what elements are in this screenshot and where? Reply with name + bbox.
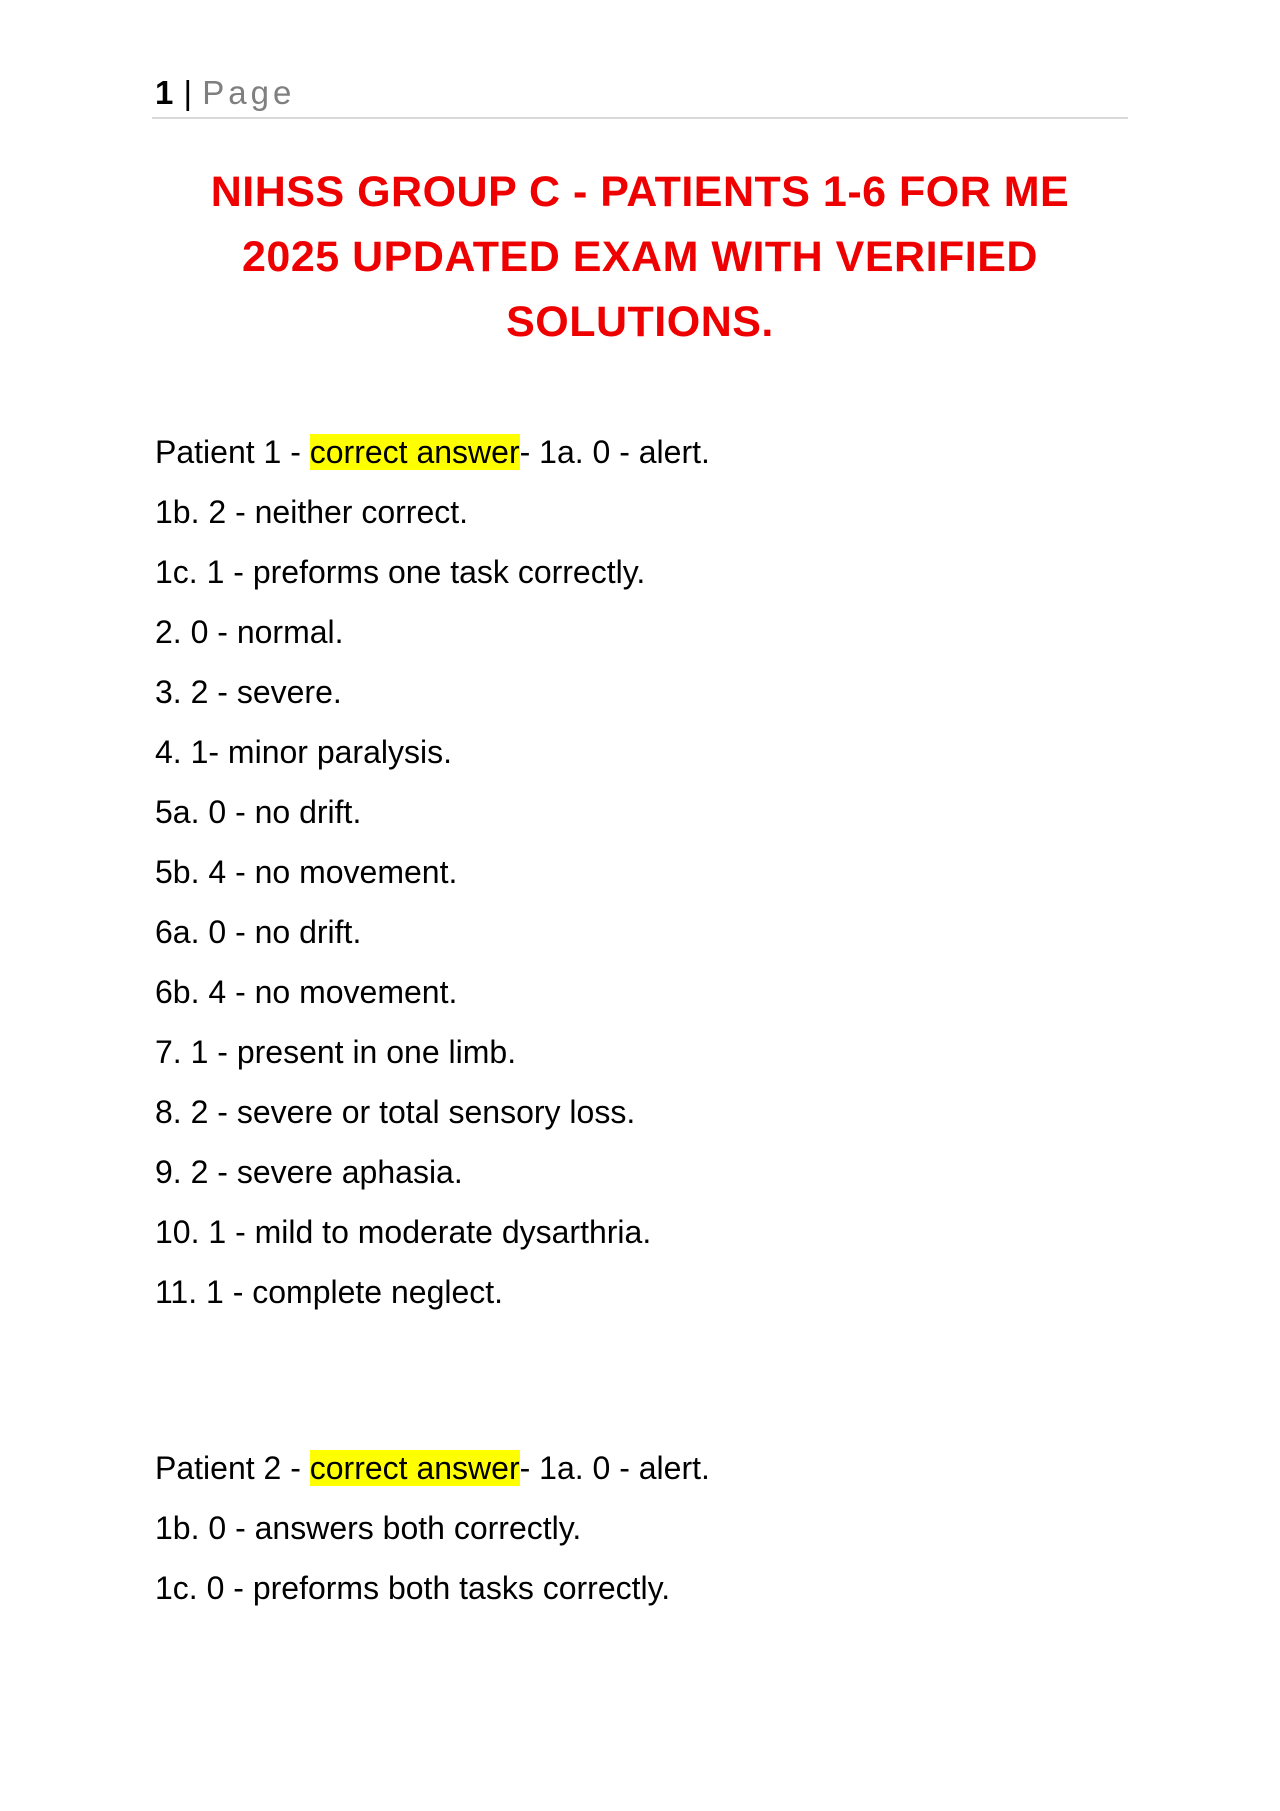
patient-1-section (155, 422, 1155, 1322)
header-rule (152, 117, 1128, 119)
answer-item: 1c. 1 - preforms one task correctly. (155, 554, 646, 590)
patient-label: Patient 2 - (155, 1450, 310, 1486)
answer-item: 4. 1- minor paralysis. (155, 734, 452, 770)
patient-heading (155, 1438, 1155, 1498)
answer-item: 11. 1 - complete neglect. (155, 1274, 504, 1310)
answer-item: 9. 2 - severe aphasia. (155, 1154, 463, 1190)
answer-item: 1b. 2 - neither correct. (155, 494, 469, 530)
title-line: 2025 UPDATED EXAM WITH VERIFIED (242, 233, 1038, 281)
answer-item: 1c. 0 - preforms both tasks correctly. (155, 1570, 671, 1606)
document-title (152, 160, 1128, 355)
page-number: 1 (155, 74, 174, 111)
answer-item: - 1a. 0 - alert. (519, 1450, 710, 1486)
answer-item: 5a. 0 - no drift. (155, 794, 362, 830)
answer-item: 10. 1 - mild to moderate dysarthria. (155, 1214, 652, 1250)
highlighted-answer-label: correct answer (309, 434, 520, 470)
header-separator: | (183, 74, 193, 111)
answer-item: 2. 0 - normal. (155, 614, 344, 650)
answer-item: 5b. 4 - no movement. (155, 854, 458, 890)
answer-item: 6b. 4 - no movement. (155, 974, 458, 1010)
patient-label: Patient 1 - (155, 434, 310, 470)
answer-item: 3. 2 - severe. (155, 674, 342, 710)
title-line: SOLUTIONS. (506, 298, 774, 346)
answer-item: 6a. 0 - no drift. (155, 914, 362, 950)
answer-item: 1b. 0 - answers both correctly. (155, 1510, 582, 1546)
page-label: Page (202, 74, 296, 111)
title-line: NIHSS GROUP C - PATIENTS 1-6 FOR ME (210, 168, 1070, 216)
answer-item: 7. 1 - present in one limb. (155, 1034, 517, 1070)
page-header (155, 74, 295, 112)
answer-item: 8. 2 - severe or total sensory loss. (155, 1094, 636, 1130)
patient-2-section (155, 1438, 1155, 1618)
patient-heading (155, 422, 1155, 482)
highlighted-answer-label: correct answer (309, 1450, 520, 1486)
answer-item: - 1a. 0 - alert. (519, 434, 710, 470)
